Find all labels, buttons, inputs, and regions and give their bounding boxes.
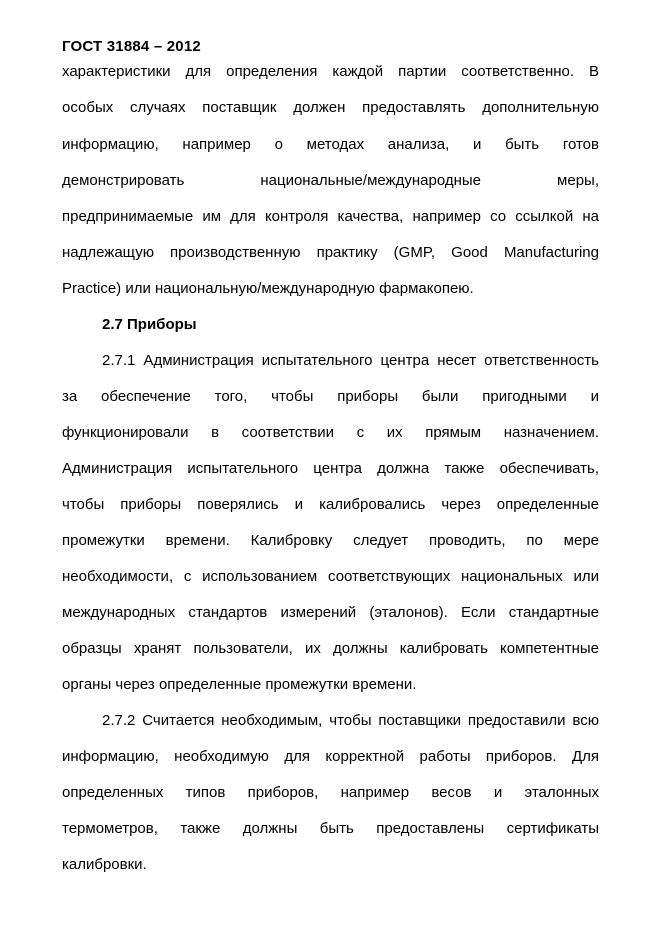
text-line: образцы хранят пользователи, их должны калибровать компетентные [62, 640, 599, 657]
section-heading: 2.7 Приборы [102, 316, 197, 333]
text-line: 2.7.1 Администрация испытательного центра несет ответственность [102, 352, 599, 369]
text-line: предпринимаемые им для контроля качества, например со ссылкой на [62, 208, 599, 225]
text-line: определенных типов приборов, например весов и эталонных [62, 784, 599, 801]
text-line: калибровки. [62, 856, 147, 873]
text-line: надлежащую производственную практику (GMP, Good Manufacturing [62, 244, 599, 261]
text-line: промежутки времени. Калибровку следует проводить, по мере [62, 532, 599, 549]
text-line: Администрация испытательного центра должна также обеспечивать, [62, 460, 599, 477]
text-line: характеристики для определения каждой партии соответственно. В [62, 63, 599, 80]
document-header: ГОСТ 31884 – 2012 [62, 38, 201, 55]
text-line: за обеспечение того, чтобы приборы были пригодными и [62, 388, 599, 405]
text-line: термометров, также должны быть предоставлены сертификаты [62, 820, 599, 837]
text-line: особых случаях поставщик должен предоставлять дополнительную [62, 99, 599, 116]
text-line: органы через определенные промежутки времени. [62, 676, 417, 693]
text-line: информацию, необходимую для корректной работы приборов. Для [62, 748, 599, 765]
text-line: Practice) или национальную/международную фармакопею. [62, 280, 474, 297]
text-line: чтобы приборы поверялись и калибровались через определенные [62, 496, 599, 513]
text-line: необходимости, с использованием соответствующих национальных или [62, 568, 599, 585]
text-line: функционировали в соответствии с их прямым назначением. [62, 424, 599, 441]
text-line: демонстрировать национальные/международные меры, [62, 172, 599, 189]
text-line: информацию, например о методах анализа, и быть готов [62, 136, 599, 153]
text-line: международных стандартов измерений (эталонов). Если стандартные [62, 604, 599, 621]
text-line: 2.7.2 Считается необходимым, чтобы поставщики предоставили всю [102, 712, 599, 729]
